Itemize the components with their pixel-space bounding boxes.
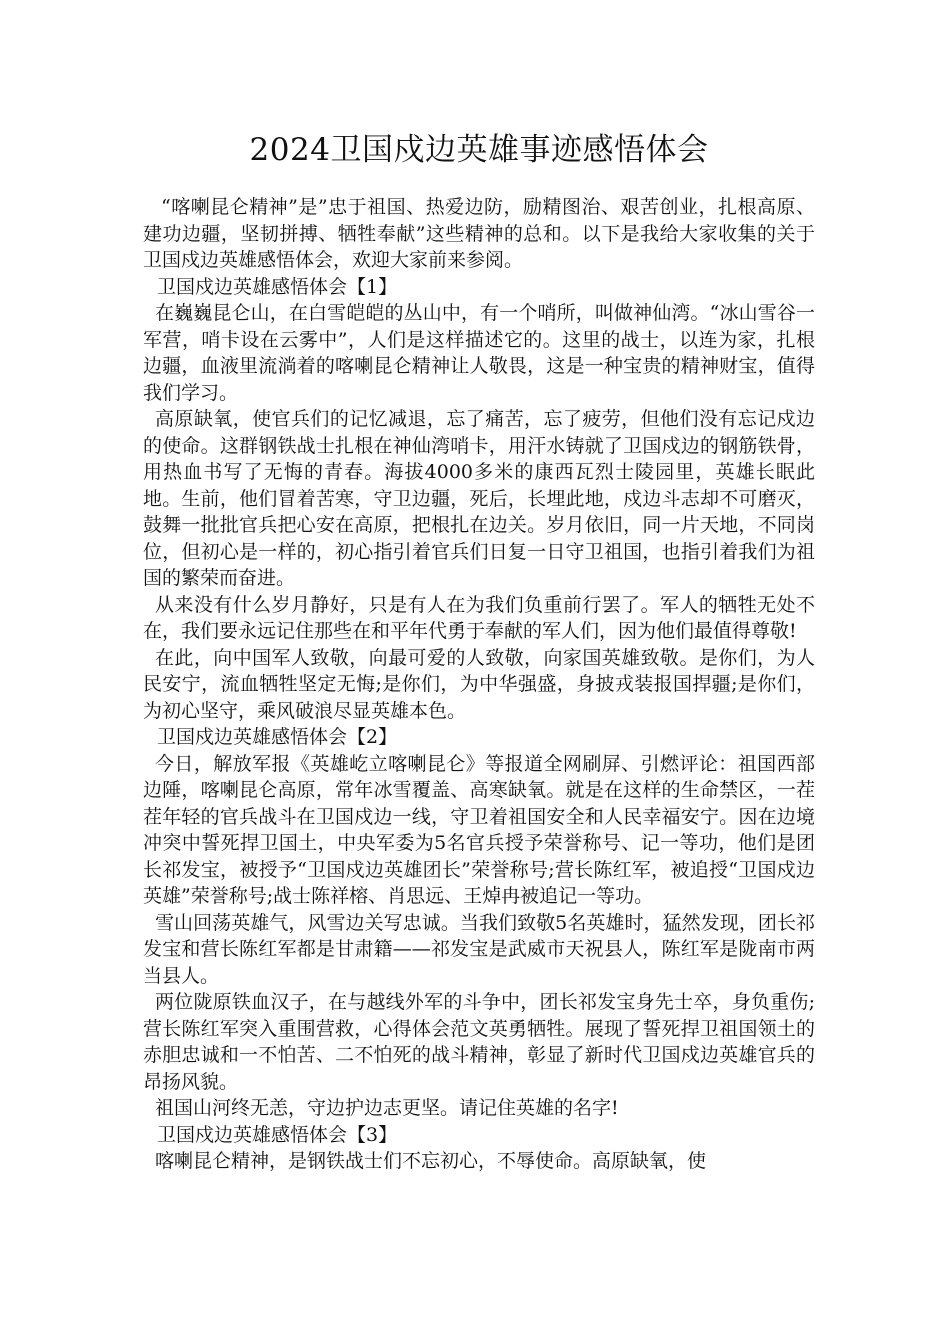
section-heading-1: 卫国戍边英雄感悟体会【1】: [157, 275, 398, 298]
section3-paragraph: 喀喇昆仑精神，是钢铁战士们不忘初心，不辱使命。高原缺氧，使: [155, 1150, 707, 1172]
section1-paragraph: 在巍巍昆仑山，在白雪皑皑的丛山中，有一个哨所，叫做神仙湾。“冰山雪谷一军营，哨卡设在云雾中”，人们是这样描述它的。这里的战士，以连为家，扎根边疆，血液里流淌着的喀喇昆仑精神让人敬畏，这是一种宝贵的精神财宝，值得我们学习。: [143, 302, 815, 404]
section1-paragraph: 高原缺氧，使官兵们的记忆减退，忘了痛苦，忘了疲劳，但他们没有忘记戍边的使命。这群钢铁战士扎根在神仙湾哨卡，用汗水铸就了卫国戍边的钢筋铁骨，用热血书写了无悔的青春。海拔4000多米的康西瓦烈士陵园里，英雄长眠此地。生前，他们冒着苦寒，守卫边疆，死后，长埋此地，戍边斗志却不可磨灭，鼓舞一批批官兵把心安在高原，把根扎在边关。岁月依旧，同一片天地，不同岗位，但初心是一样的，初心指引着官兵们日复一日守卫祖国，也指引着我们为祖国的繁荣而奋进。: [143, 408, 815, 589]
section2-paragraph: 两位陇原铁血汉子，在与越线外军的斗争中，团长祁发宝身先士卒，身负重伤;营长陈红军突入重围营救，心得体会范文英勇牺牲。展现了誓死捍卫祖国领土的赤胆忠诚和一不怕苦、二不怕死的战斗精神，彰显了新时代卫国戍边英雄官兵的昂扬风貌。: [143, 991, 815, 1093]
section2-paragraph: 祖国山河终无恙，守边护边志更坚。请记住英雄的名字!: [155, 1097, 619, 1119]
section1-paragraph: 从来没有什么岁月静好，只是有人在为我们负重前行罢了。军人的牺牲无处不在，我们要永远记住那些在和平年代勇于奉献的军人们，因为他们最值得尊敬!: [143, 593, 815, 642]
section2-paragraph: 今日，解放军报《英雄屹立喀喇昆仑》等报道全网刷屏、引燃评论：祖国西部边陲，喀喇昆仑高原，常年冰雪覆盖、高寒缺氧。就是在这样的生命禁区，一茬茬年轻的官兵战斗在卫国戍边一线，守卫着祖国安全和人民幸福安宁。因在边境冲突中誓死捍卫国土，中央军委为5名官兵授予荣誉称号、记一等功，他们是团长祁发宝，被授予“卫国戍边英雄团长”荣誉称号;营长陈红军，被追授“卫国戍边英雄”荣誉称号;战士陈祥榕、肖思远、王焯冉被追记一等功。: [143, 752, 815, 907]
section-heading-3: 卫国戍边英雄感悟体会【3】: [157, 1123, 398, 1146]
intro-paragraph: “喀喇昆仑精神”是”忠于祖国、热爱边防，励精图治、艰苦创业，扎根高原、建功边疆，坚韧拼搏、牺牲奉献”这些精神的总和。以下是我给大家收集的关于卫国戍边英雄感悟体会，欢迎大家前来参阅。: [143, 196, 815, 271]
section1-paragraph: 在此，向中国军人致敬，向最可爱的人致敬，向家国英雄致敬。是你们，为人民安宁，流血牺牲坚定无悔;是你们，为中华强盛，身披戎装报国捍疆;是你们，为初心坚守，乘风破浪尽显英雄本色。: [143, 646, 815, 722]
section2-paragraph: 雪山回荡英雄气，风雪边关写忠诚。当我们致敬5名英雄时，猛然发现，团长祁发宝和营长陈红军都是甘肃籍——祁发宝是武威市天祝县人，陈红军是陇南市两当县人。: [143, 911, 815, 987]
document-title: 2024卫国戍边英雄事迹感悟体会: [249, 132, 709, 168]
document-page: [143, 128, 815, 1175]
section-heading-2: 卫国戍边英雄感悟体会【2】: [157, 726, 398, 748]
